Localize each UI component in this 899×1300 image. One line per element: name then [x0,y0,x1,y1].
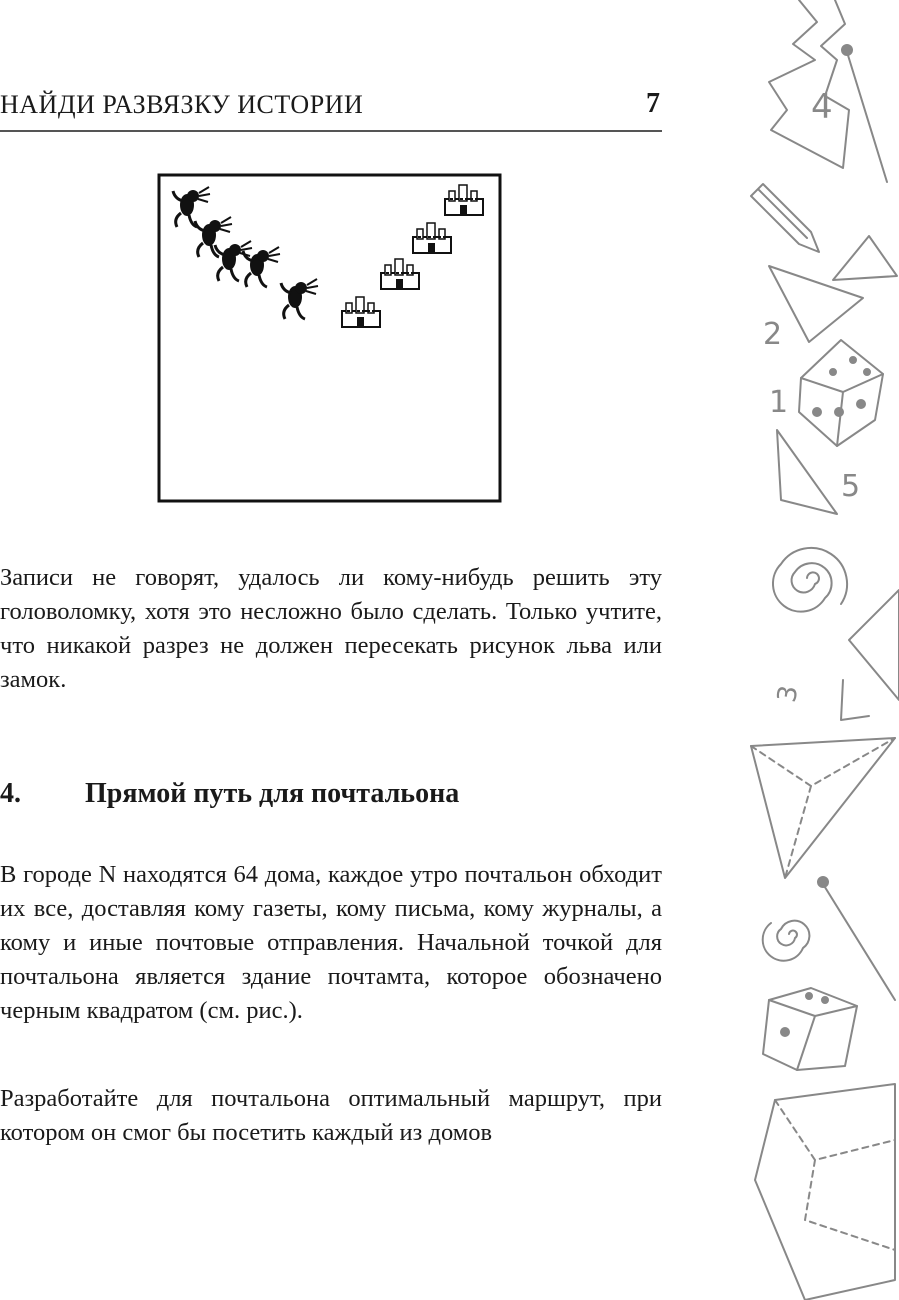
pencil-icon [751,184,819,252]
header-title: НАЙДИ РАЗВЯЗКУ ИСТОРИИ [0,90,364,119]
margin-doodles [745,0,899,1300]
dice-icon [763,988,857,1070]
running-header [0,86,662,132]
triangle-icon [769,266,863,342]
digit-doodle: 4 [811,87,833,127]
spiral-icon [773,548,847,612]
dice-icon [799,340,883,446]
paragraph-postman-task: Разработайте для почтальона оптимальный маршрут, при котором он смог бы посетить каждый из домов [0,1085,662,1146]
section-title: Прямой путь для почтальона [85,778,460,809]
paragraph-puzzle-note: Записи не говорят, удалось ли кому-нибудь решить эту головоломку, хотя это несложно было сделать. Только учтите, что никакой разрез не должен пересекать рисунок льва или замок. [0,564,662,693]
pyramid-icon [751,738,895,878]
match-icon [818,877,895,1000]
puzzle-figure [157,173,502,503]
digit-doodle: 3 [772,683,805,705]
zigzag-shape-icon [769,0,849,168]
digit-doodle: 2 [763,317,783,352]
paragraph-postman-intro: В городе N находятся 64 дома, каждое утро почтальон обходит их все, доставляя кому газеты, кому письма, кому журналы, а кому и иные почтовые отправления. Начальной точкой для почтальона является здание почтамта, которое обозначено черным квадратом (см. рис.). [0,861,662,1024]
page-number: 7 [646,88,660,119]
section-number: 4. [0,778,21,809]
right-triangle-icon [777,430,837,514]
digit-doodle: 5 [841,469,861,504]
polyhedron-icon [755,1084,895,1300]
digit-doodle: 1 [769,385,789,420]
spiral-icon [763,921,810,961]
set-square-icon [833,236,897,280]
square-shape-icon [849,590,899,700]
